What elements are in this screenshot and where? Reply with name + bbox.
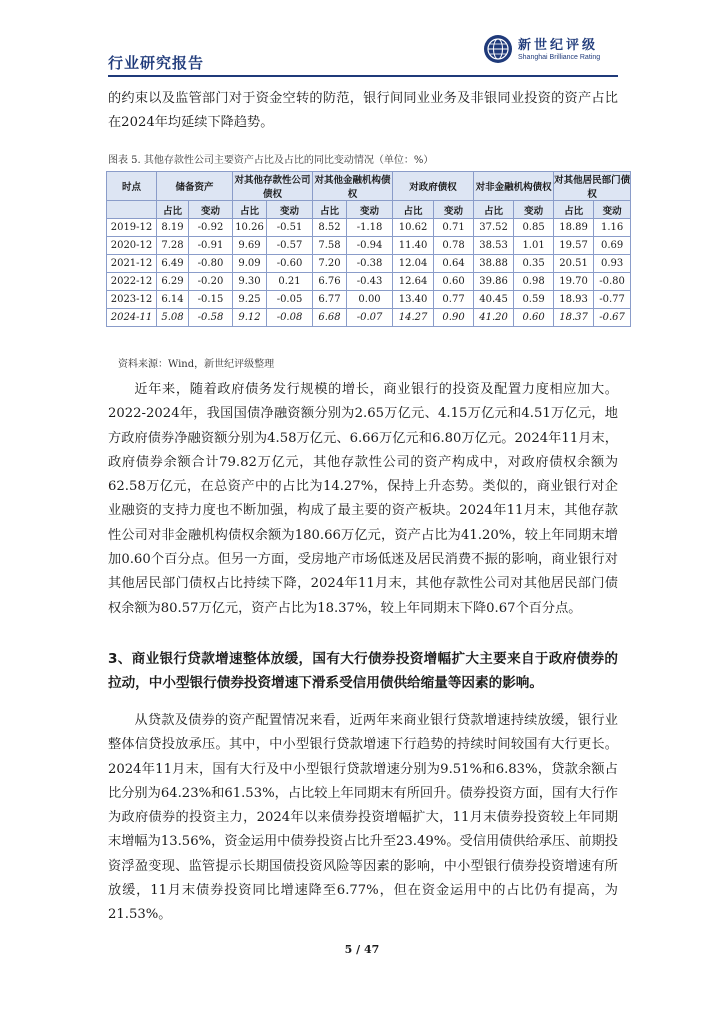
cell-share: 20.51 [554, 255, 594, 273]
cell-share: 9.09 [233, 255, 267, 273]
cell-change: -0.08 [267, 309, 313, 327]
cell-share: 11.40 [393, 237, 434, 255]
figure-source: 资料来源：Wind，新世纪评级整理 [118, 359, 275, 370]
cell-share: 18.93 [554, 291, 594, 309]
header-change: 变动 [347, 201, 393, 219]
header-group: 对其他金融机构债权 [313, 172, 393, 201]
cell-share: 10.26 [233, 219, 267, 237]
cell-change: 0.60 [434, 273, 474, 291]
cell-change: -0.43 [347, 273, 393, 291]
cell-share: 12.04 [393, 255, 434, 273]
header-change: 变动 [594, 201, 631, 219]
cell-change: -1.18 [347, 219, 393, 237]
cell-change: -0.94 [347, 237, 393, 255]
cell-change: -0.57 [267, 237, 313, 255]
cell-change: 0.21 [267, 273, 313, 291]
cell-share: 6.77 [313, 291, 347, 309]
logo-chinese-name: 新世纪评级 [518, 38, 599, 53]
page-number: 5 / 47 [344, 943, 380, 956]
table-row [107, 237, 631, 255]
intro-paragraph: 的约束以及监管部门对于资金空转的防范，银行间同业业务及非银同业投资的资产占比在2024年均延续下降趋势。 [108, 91, 618, 131]
cell-share: 19.70 [554, 273, 594, 291]
cell-share: 12.64 [393, 273, 434, 291]
header-group: 对政府债权 [393, 172, 474, 201]
cell-change: -0.51 [267, 219, 313, 237]
header-group: 储备资产 [157, 172, 233, 201]
header-change: 变动 [189, 201, 233, 219]
cell-change: 0.85 [514, 219, 554, 237]
cell-share: 6.68 [313, 309, 347, 327]
header-share: 占比 [157, 201, 189, 219]
cell-time: 2024-11 [107, 309, 157, 327]
table-row [107, 273, 631, 291]
cell-share: 7.20 [313, 255, 347, 273]
cell-change: -0.15 [189, 291, 233, 309]
cell-change: 0.71 [434, 219, 474, 237]
cell-change: -0.07 [347, 309, 393, 327]
cell-share: 13.40 [393, 291, 434, 309]
cell-share: 9.25 [233, 291, 267, 309]
cell-share: 38.88 [474, 255, 514, 273]
cell-change: 0.78 [434, 237, 474, 255]
header-group: 对其他存款性公司债权 [233, 172, 313, 201]
cell-share: 37.52 [474, 219, 514, 237]
cell-change: -0.38 [347, 255, 393, 273]
section-heading: 3、商业银行贷款增速整体放缓，国有大行债券投资增幅扩大主要来自于政府债券的拉动，中小型银行债券投资增速下滑系受信用债供给缩量等因素的影响。 [108, 651, 618, 692]
cell-change: 0.69 [594, 237, 631, 255]
table-row [107, 255, 631, 273]
header-group: 对其他居民部门债权 [554, 172, 631, 201]
globe-emblem-icon [483, 34, 513, 64]
cell-share: 40.45 [474, 291, 514, 309]
cell-change: -0.92 [189, 219, 233, 237]
cell-change: 0.60 [514, 309, 554, 327]
cell-time: 2020-12 [107, 237, 157, 255]
cell-change: 0.98 [514, 273, 554, 291]
cell-change: -0.67 [594, 309, 631, 327]
cell-share: 39.86 [474, 273, 514, 291]
cell-change: -0.91 [189, 237, 233, 255]
cell-share: 8.52 [313, 219, 347, 237]
cell-change: -0.80 [189, 255, 233, 273]
cell-share: 18.89 [554, 219, 594, 237]
cell-change: -0.20 [189, 273, 233, 291]
cell-change: 0.35 [514, 255, 554, 273]
asset-share-table [106, 171, 631, 327]
figure-caption: 图表 5. 其他存款性公司主要资产占比及占比的同比变动情况（单位：%） [108, 155, 434, 166]
body-paragraph-government-debt: 近年来，随着政府债务发行规模的增长，商业银行的投资及配置力度相应加大。2022-2024年，我国国债净融资额分别为2.65万亿元、4.15万亿元和4.51万亿元，地方政府债券净融资额分别为4.58万亿元、6.66万亿元和6.80万亿元。2024年11月末，政府债券余额合计79.82万亿元，其他存款性公司的资产构成中，对政府债权余额为62.58万亿元，在总资产中的占比为14.27%，保持上升态势。类似的，商业银行对企业融资的支持力度也不断加强，构成了最主要的资产板块。2024年11月末，其他存款性公司对非金融机构债权余额为180.66万亿元，资产占比为41.20%，较上年同期末增加0.60个百分点。但另一方面，受房地产市场低迷及居民消费不振的影响，商业银行对其他居民部门债权占比持续下降，2024年11月末，其他存款性公司对其他居民部门债权余额为80.57万亿元，资产占比为18.37%，较上年同期末下降0.67个百分点。 [108, 382, 618, 616]
cell-time: 2021-12 [107, 255, 157, 273]
table-subheader-row [107, 201, 631, 219]
cell-time: 2022-12 [107, 273, 157, 291]
header-subcol [107, 201, 157, 219]
cell-share: 38.53 [474, 237, 514, 255]
cell-share: 41.20 [474, 309, 514, 327]
table-row [107, 291, 631, 309]
cell-time: 2019-12 [107, 219, 157, 237]
cell-change: 0.93 [594, 255, 631, 273]
cell-share: 10.62 [393, 219, 434, 237]
report-type-title: 行业研究报告 [108, 54, 205, 72]
header-time: 时点 [107, 172, 157, 201]
table-row [107, 309, 631, 327]
cell-time: 2023-12 [107, 291, 157, 309]
body-paragraph-loans-bonds: 从贷款及债券的资产配置情况来看，近两年来商业银行贷款增速持续放缓，银行业整体信贷投放承压。其中，中小型银行贷款增速下行趋势的持续时间较国有大行更长。2024年11月末，国有大行及中小型银行贷款增速分别为9.51%和6.83%，贷款余额占比分别为64.23%和61.53%，占比较上年同期末有所回升。债券投资方面，国有大行作为政府债券的投资主力，2024年以来债券投资增幅扩大，11月末债券投资较上年同期末增幅为13.56%，资金运用中债券投资占比升至23.49%。受信用债供给承压、前期投资浮盈变现、监管提示长期国债投资风险等因素的影响，中小型银行债券投资增速有所放缓，11月末债券投资同比增速降至6.77%，但在资金运用中的占比仍有提高，为21.53%。 [108, 713, 618, 923]
cell-change: 1.01 [514, 237, 554, 255]
cell-share: 5.08 [157, 309, 189, 327]
cell-change: -0.60 [267, 255, 313, 273]
cell-change: -0.80 [594, 273, 631, 291]
cell-change: -0.05 [267, 291, 313, 309]
company-logo [483, 30, 623, 70]
cell-change: 0.59 [514, 291, 554, 309]
cell-share: 19.57 [554, 237, 594, 255]
header-share: 占比 [313, 201, 347, 219]
header-change: 变动 [514, 201, 554, 219]
cell-change: 0.77 [434, 291, 474, 309]
cell-share: 9.30 [233, 273, 267, 291]
header-share: 占比 [233, 201, 267, 219]
cell-share: 6.29 [157, 273, 189, 291]
cell-change: 0.00 [347, 291, 393, 309]
header-share: 占比 [393, 201, 434, 219]
cell-change: 0.90 [434, 309, 474, 327]
cell-share: 8.19 [157, 219, 189, 237]
cell-change: 0.64 [434, 255, 474, 273]
cell-share: 6.76 [313, 273, 347, 291]
header-change: 变动 [434, 201, 474, 219]
cell-share: 6.14 [157, 291, 189, 309]
header-share: 占比 [554, 201, 594, 219]
header-share: 占比 [474, 201, 514, 219]
cell-share: 9.12 [233, 309, 267, 327]
cell-change: 1.16 [594, 219, 631, 237]
header-change: 变动 [267, 201, 313, 219]
cell-share: 6.49 [157, 255, 189, 273]
header-divider [108, 75, 618, 77]
cell-share: 9.69 [233, 237, 267, 255]
table-row [107, 219, 631, 237]
cell-change: -0.77 [594, 291, 631, 309]
cell-change: -0.58 [189, 309, 233, 327]
header-group: 对非金融机构债权 [474, 172, 554, 201]
table-body [107, 219, 631, 327]
logo-english-name: Shanghai Brilliance Rating [518, 54, 601, 61]
cell-share: 7.58 [313, 237, 347, 255]
cell-share: 18.37 [554, 309, 594, 327]
cell-share: 14.27 [393, 309, 434, 327]
cell-share: 7.28 [157, 237, 189, 255]
